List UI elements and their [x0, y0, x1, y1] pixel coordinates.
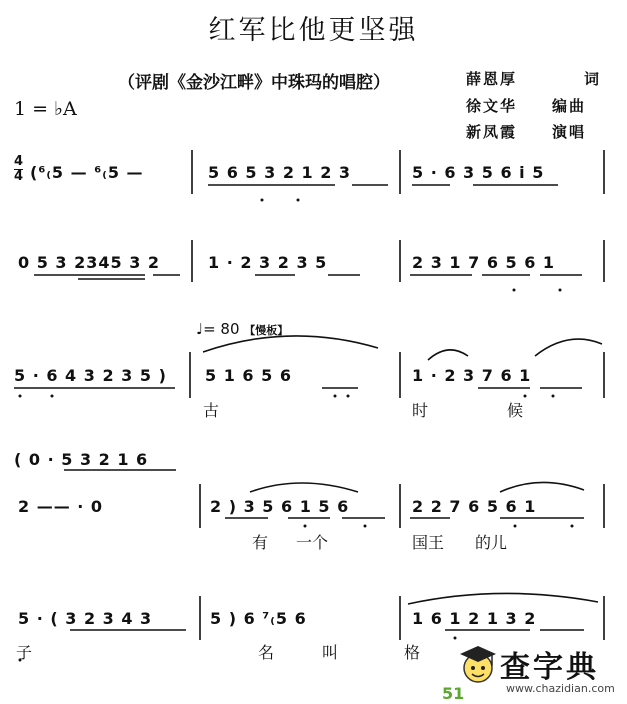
- key-signature: 1 = ♭A: [14, 98, 77, 120]
- row-2-measure-1: 0 5 3 2345 3 2: [18, 253, 161, 272]
- row-2-measure-2: 1 · 2 3 2 3 5: [208, 253, 328, 272]
- watermark-logo: [442, 636, 627, 704]
- tempo-marking: [196, 320, 288, 338]
- graduation-cap-icon: [456, 640, 500, 688]
- row-3-measure-3: 1 · 2 3 7 6 1: [412, 366, 532, 385]
- credit-singer: 新凤霞: [466, 123, 518, 141]
- row-4-prelude: ( 0 · 5 3 2 1 6: [14, 450, 149, 469]
- row-5-measure-3: 1 6 1 2 1 3 2: [412, 609, 537, 628]
- watermark-url: www.chazidian.com: [506, 682, 615, 695]
- song-subtitle: （评剧《金沙江畔》中珠玛的唱腔）: [118, 73, 390, 93]
- credit-lyricist-role: 词: [584, 70, 602, 88]
- row-3-lyric-3: 候: [507, 401, 524, 420]
- row-1-measure-1: (⁶₍5 — ⁶₍5 —: [30, 163, 144, 182]
- row-5-lyric-1: 子: [16, 643, 33, 662]
- time-signature-top: 4: [14, 154, 24, 169]
- row-5-measure-1: 5 · ( 3 2 3 4 3: [18, 609, 153, 628]
- row-3-lyric-2: 时: [412, 401, 429, 420]
- row-4-lyric-4: 的儿: [475, 533, 508, 552]
- row-4-lyric-1: 有: [252, 533, 269, 552]
- row-5-lyric-3: 叫: [322, 643, 339, 662]
- song-title: 红军比他更坚强: [208, 15, 419, 46]
- watermark-brand: 查字典: [500, 650, 599, 685]
- row-4-measure-3: 2 2 7 6 5 6 1: [412, 497, 537, 516]
- row-4-measure-1: 2 —— · 0: [18, 497, 104, 516]
- credit-arranger-role: 编曲: [552, 97, 587, 115]
- row-5-lyric-4: 格: [404, 643, 421, 662]
- row-5-lyric-2: 名: [258, 643, 275, 662]
- tempo-value: ♩= 80: [196, 320, 240, 338]
- row-2-measure-3: 2 3 1 7 6 5 6 1: [412, 253, 556, 272]
- credit-singer-role: 演唱: [552, 123, 587, 141]
- credit-arranger: 徐文华: [466, 97, 518, 115]
- row-4-lyric-2: 一个: [296, 533, 329, 552]
- credit-lyricist: 薛恩厚: [466, 70, 518, 88]
- row-3-lyric-1: 古: [203, 401, 220, 420]
- watermark-number: 51: [442, 684, 465, 703]
- tempo-term: 【慢板】: [244, 324, 289, 337]
- row-4-measure-2: 2 ) 3 5 6 1 5 6: [210, 497, 350, 516]
- row-4-lyric-3: 国王: [412, 533, 445, 552]
- row-5-measure-2: 5 ) 6 ⁷₍5 6: [210, 609, 307, 628]
- row-1-measure-2: 5 6 5 3 2 1 2 3: [208, 163, 352, 182]
- row-3-measure-1: 5 · 6 4 3 2 3 5 ): [14, 366, 167, 385]
- row-1-measure-3: 5 · 6 3 5 6 i 5: [412, 163, 545, 182]
- time-signature-bottom: 4: [14, 169, 24, 184]
- row-3-measure-2: 5 1 6 5 6: [205, 366, 292, 385]
